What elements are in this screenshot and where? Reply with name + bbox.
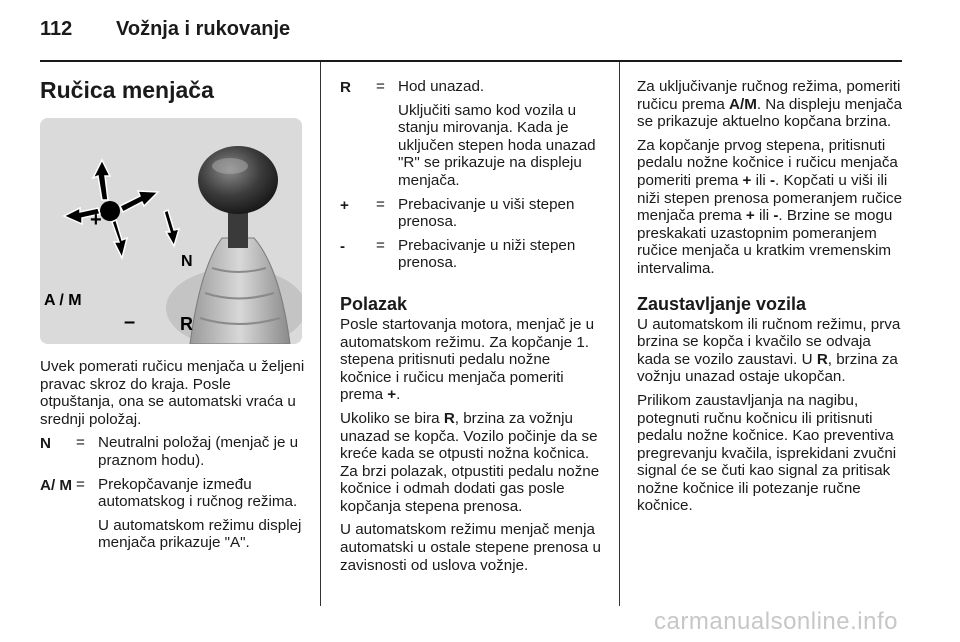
definition-sep: =: [376, 195, 385, 213]
watermark: carmanualsonline.info: [654, 608, 898, 635]
definition-text: Neutralni položaj (menjač je u praznom hodu).: [98, 434, 299, 469]
column-middle: [340, 78, 602, 580]
paragraph: Posle startovanja motora, menjač je u automatskom režimu. Za kopčanje 1. stepena pritisnuti pedalu nožne kočnice i ručicu menjača pomeriti prema +.: [340, 315, 595, 404]
definition-list: [40, 434, 305, 558]
illus-label-am: A / M: [44, 292, 82, 309]
definition-sep: =: [76, 475, 85, 493]
definition-key: +: [340, 196, 349, 214]
definition-text: Prebacivanje u viši stepen prenosa.: [398, 195, 575, 231]
definition-row: [340, 237, 602, 278]
definition-extra: U automatskom režimu displej menjača prikazuje "A".: [98, 516, 302, 552]
column-right: [637, 78, 905, 521]
page-header: [40, 18, 290, 41]
definition-text: Prebacivanje u niži stepen prenosa.: [398, 236, 576, 272]
definition-extra: Uključiti samo kod vozila u stanju mirovanja. Kada je uključen stepen hoda unazad "R" se prikazuje na displeju menjača.: [398, 101, 596, 189]
definition-row: [340, 196, 602, 237]
illus-label-r: R: [180, 314, 193, 334]
paragraph: U automatskom ili ručnom režimu, prva brzina se kopča i kvačilo se odvaja kada se vozilo zaustavi. U R, brzina za vožnju unazad ostaje ukopčan.: [637, 315, 901, 386]
definition-key: N: [40, 435, 51, 453]
chapter-title: Vožnja i rukovanje: [116, 18, 291, 40]
section-title: Ručica menjača: [40, 77, 214, 103]
definition-row: [340, 78, 602, 196]
definition-sep: =: [376, 78, 385, 95]
definition-key: -: [340, 237, 346, 255]
definition-key: R: [340, 79, 351, 96]
definition-sep: =: [376, 236, 385, 254]
subsection-title-polazak: Polazak: [340, 293, 408, 314]
definition-text: Prekopčavanje između automatskog i ručnog režima.: [98, 475, 298, 511]
paragraph: Za uključivanje ručnog režima, pomeriti ručicu prema A/M. Na displeju menjača se prikazuje aktuelno kopčana brzina.: [637, 78, 903, 131]
column-divider: [619, 62, 620, 606]
column-divider: [320, 62, 321, 606]
illus-label-plus: +: [90, 209, 102, 231]
definition-row: [40, 434, 305, 475]
definition-text: Hod unazad.: [398, 78, 485, 95]
definition-list: [340, 78, 602, 278]
header-rule: [40, 60, 902, 62]
paragraph: Za kopčanje prvog stepena, pritisnuti pedalu nožne kočnice i ručicu menjača pomeriti prema + ili -. Kopčati u viši ili niži stepen prenosa pomeranjem ručice menjača prema + ili -. Brzine se mogu preskakati uzastopnim pomeranjem ručice menjača u kratkim vremenskim intervalima.: [637, 136, 903, 277]
subsection-title-zaustavljanje: Zaustavljanje vozila: [637, 293, 807, 314]
intro-paragraph: Uvek pomerati ručicu menjača u željeni pravac skroz do kraja. Posle otpuštanja, ona se automatski vraća u srednji položaj.: [40, 358, 305, 428]
page-number: 112: [40, 18, 73, 40]
column-left: [40, 70, 305, 558]
illus-label-n: N: [181, 253, 193, 270]
definition-sep: =: [76, 434, 85, 452]
definition-row: [40, 476, 305, 558]
illus-label-minus: –: [124, 311, 136, 333]
paragraph: U automatskom režimu menjač menja automatski u ostale stepene prenosa u zavisnosti od uslova vožnje.: [340, 521, 601, 574]
paragraph: Prilikom zaustavljanja na nagibu, potegnuti ručnu kočnicu ili pritisnuti pedalu nožne kočnice. Kao preventiva pregrevanju kvačila, isprekidani zvučni signal će se čuti kao signal za pritisak nožne kočnice ili potezanje ručne kočnice.: [637, 391, 897, 515]
paragraph: Ukoliko se bira R, brzina za vožnju unazad se kopča. Vozilo počinje da se kreće kada se otpusti nožna kočnica. Za brzi polazak, otpustiti pedalu nožne kočnice i odmah dodati gas posle kopčanja stepena prenosa.: [340, 409, 600, 515]
definition-key: A/ M: [40, 476, 73, 494]
gear-lever-illustration: [40, 118, 302, 344]
